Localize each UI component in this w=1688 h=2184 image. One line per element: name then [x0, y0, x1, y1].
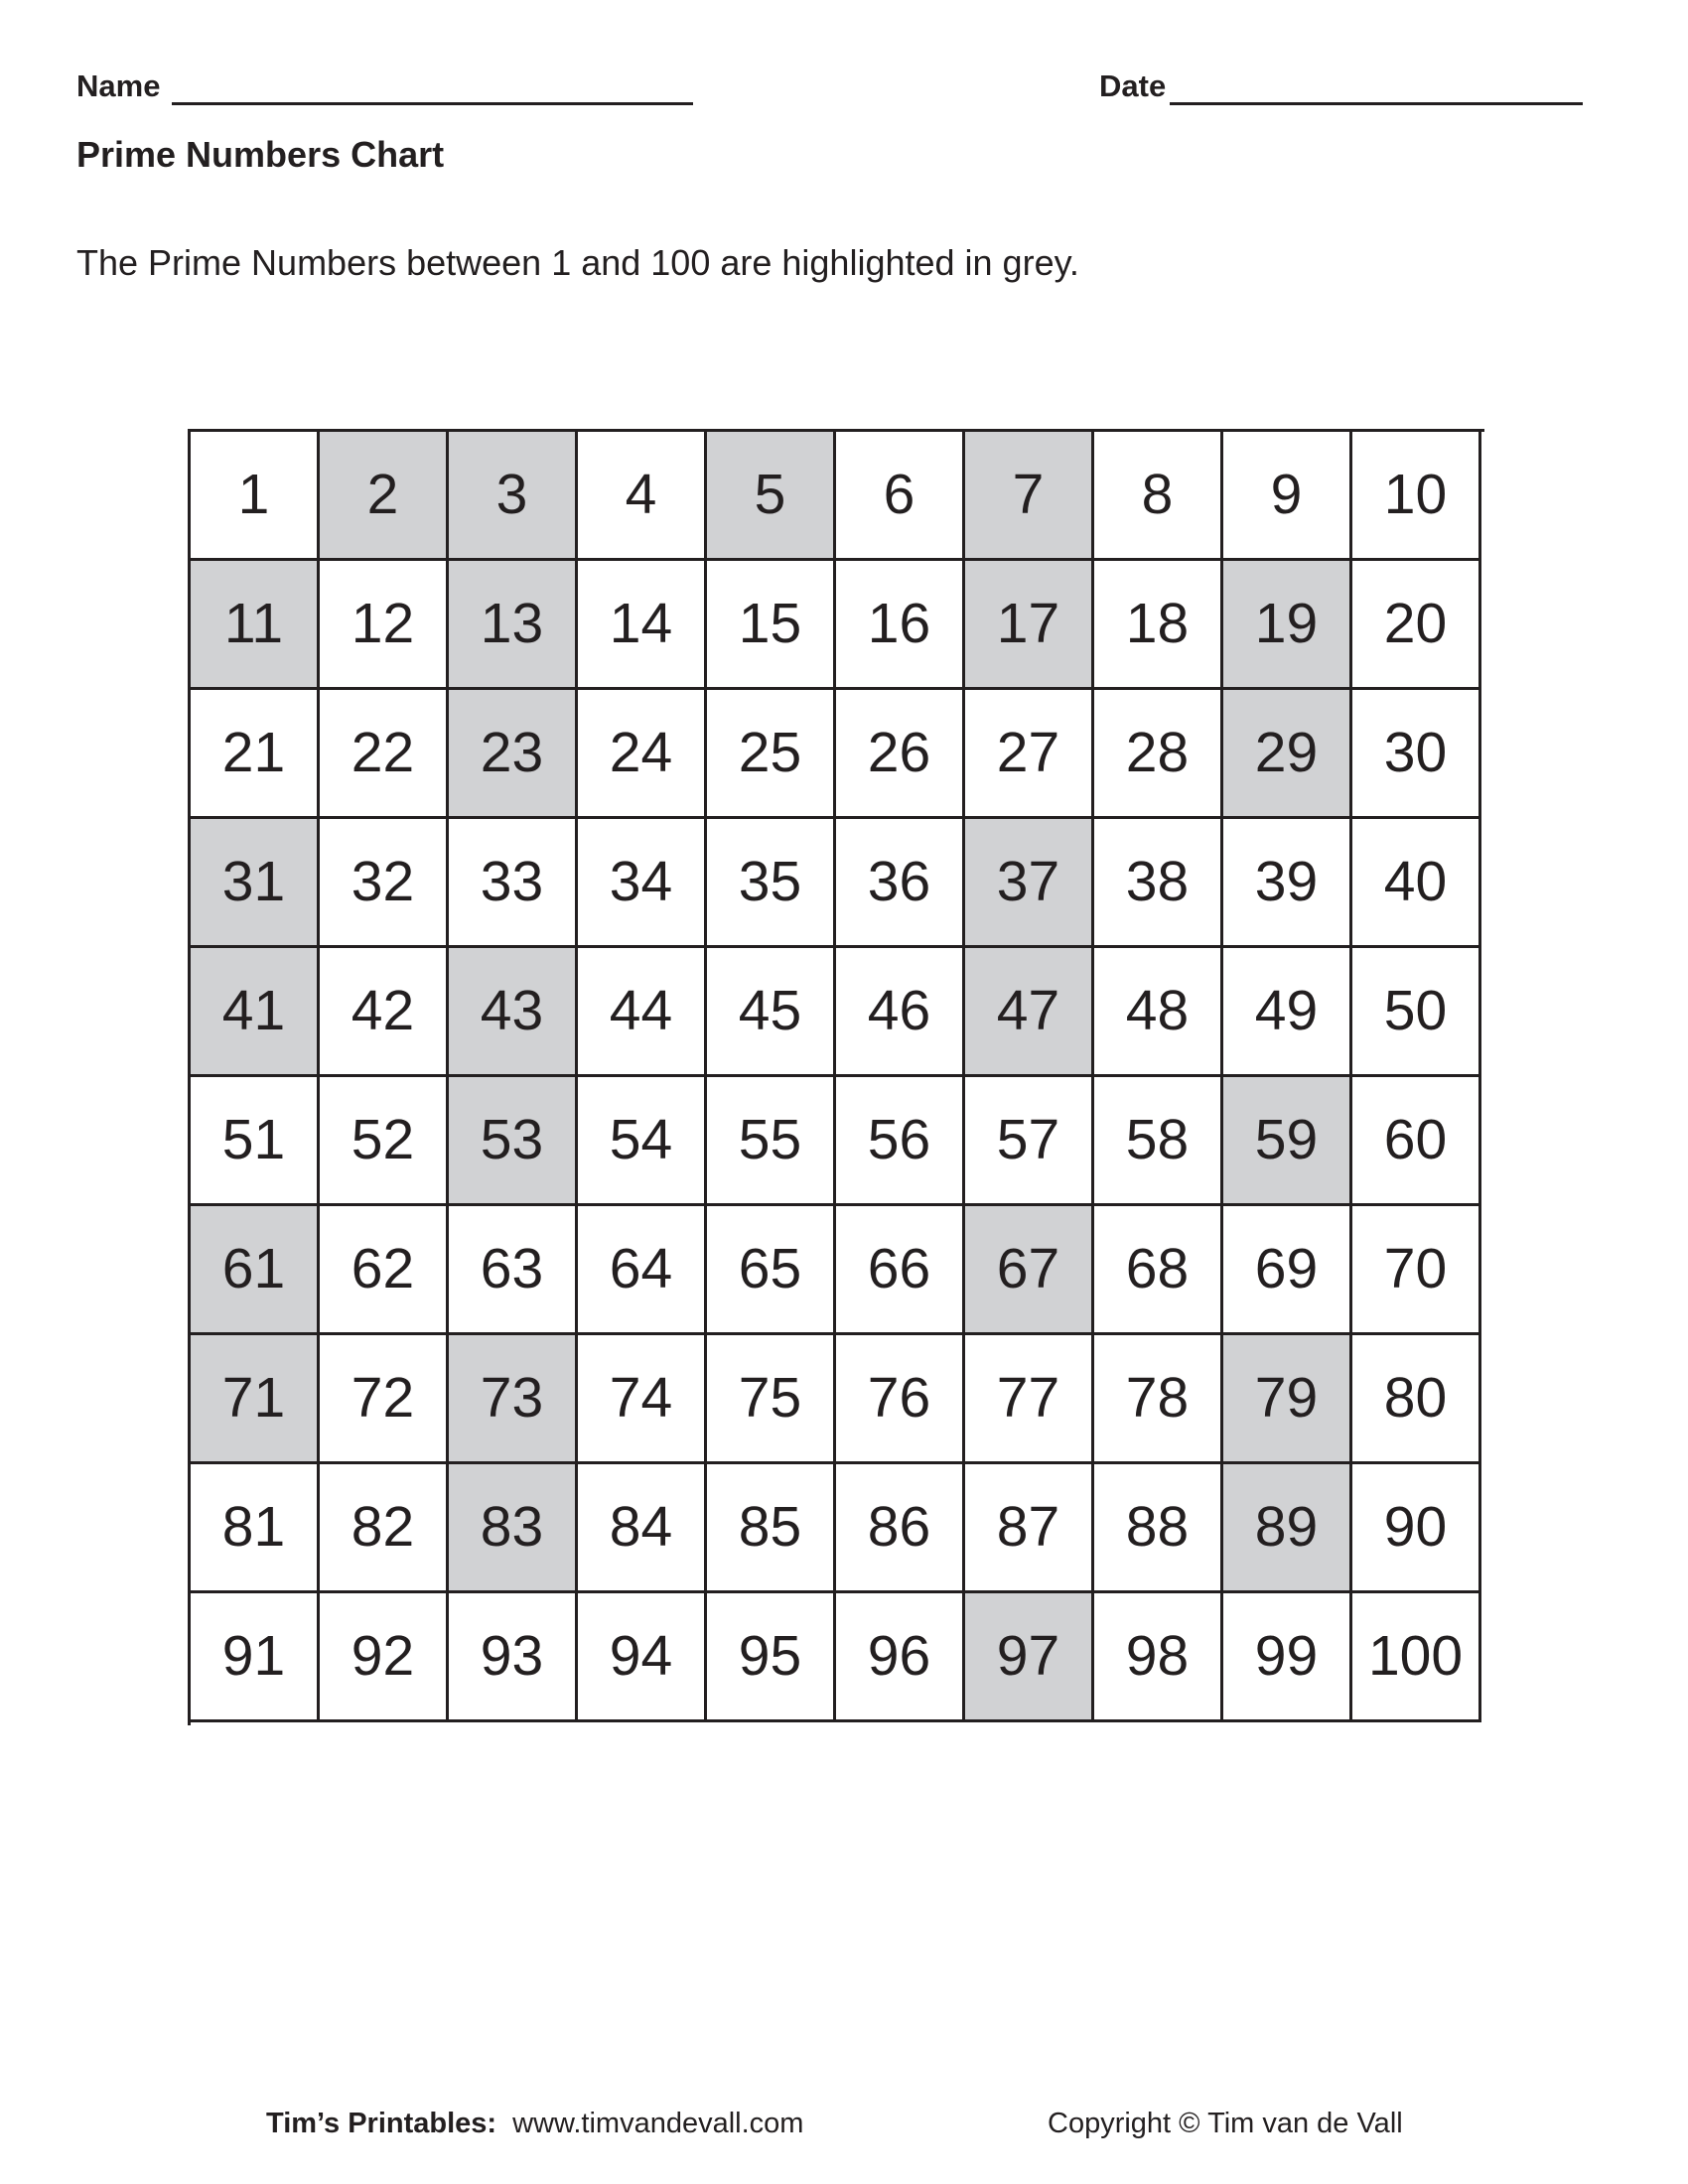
number-cell: 77 [965, 1335, 1094, 1464]
number-cell: 1 [191, 432, 320, 561]
number-cell: 4 [578, 432, 707, 561]
header-row [76, 62, 1596, 105]
number-cell: 93 [449, 1593, 578, 1722]
number-cell: 88 [1094, 1464, 1223, 1593]
prime-number-cell: 41 [191, 948, 320, 1077]
number-cell: 85 [707, 1464, 836, 1593]
prime-number-cell: 89 [1223, 1464, 1352, 1593]
footer-url: www.timvandevall.com [512, 2108, 804, 2139]
prime-number-cell: 83 [449, 1464, 578, 1593]
number-cell: 10 [1352, 432, 1481, 561]
prime-number-cell: 73 [449, 1335, 578, 1464]
number-cell: 42 [320, 948, 449, 1077]
footer-credit [266, 2110, 803, 2138]
name-blank-line [172, 67, 693, 105]
number-cell: 21 [191, 690, 320, 819]
number-cell: 56 [836, 1077, 965, 1206]
prime-number-cell: 79 [1223, 1335, 1352, 1464]
number-cell: 72 [320, 1335, 449, 1464]
number-cell: 69 [1223, 1206, 1352, 1335]
name-field [76, 62, 693, 105]
number-cell: 91 [191, 1593, 320, 1722]
number-cell: 90 [1352, 1464, 1481, 1593]
number-cell: 99 [1223, 1593, 1352, 1722]
number-cell: 33 [449, 819, 578, 948]
number-cell: 24 [578, 690, 707, 819]
number-cell: 75 [707, 1335, 836, 1464]
number-cell: 16 [836, 561, 965, 690]
number-cell: 70 [1352, 1206, 1481, 1335]
prime-number-cell: 3 [449, 432, 578, 561]
number-cell: 28 [1094, 690, 1223, 819]
number-cell: 44 [578, 948, 707, 1077]
number-cell: 27 [965, 690, 1094, 819]
prime-number-cell: 97 [965, 1593, 1094, 1722]
prime-number-cell: 67 [965, 1206, 1094, 1335]
number-cell: 50 [1352, 948, 1481, 1077]
number-cell: 84 [578, 1464, 707, 1593]
number-cell: 34 [578, 819, 707, 948]
number-cell: 18 [1094, 561, 1223, 690]
footer-brand: Tim’s Printables: [266, 2108, 497, 2139]
number-cell: 98 [1094, 1593, 1223, 1722]
number-cell: 94 [578, 1593, 707, 1722]
number-cell: 81 [191, 1464, 320, 1593]
number-cell: 60 [1352, 1077, 1481, 1206]
page-title: Prime Numbers Chart [76, 134, 445, 175]
number-cell: 45 [707, 948, 836, 1077]
prime-number-cell: 23 [449, 690, 578, 819]
number-cell: 57 [965, 1077, 1094, 1206]
number-cell: 6 [836, 432, 965, 561]
footer-copyright: Copyright © Tim van de Vall [1048, 2108, 1403, 2139]
number-cell: 12 [320, 561, 449, 690]
number-cell: 58 [1094, 1077, 1223, 1206]
number-cell: 74 [578, 1335, 707, 1464]
number-cell: 35 [707, 819, 836, 948]
number-cell: 25 [707, 690, 836, 819]
prime-number-cell: 2 [320, 432, 449, 561]
footer [0, 2110, 1688, 2145]
prime-number-cell: 37 [965, 819, 1094, 948]
number-cell: 36 [836, 819, 965, 948]
prime-number-cell: 61 [191, 1206, 320, 1335]
prime-number-cell: 31 [191, 819, 320, 948]
prime-number-cell: 5 [707, 432, 836, 561]
number-cell: 62 [320, 1206, 449, 1335]
prime-number-cell: 53 [449, 1077, 578, 1206]
prime-number-cell: 13 [449, 561, 578, 690]
number-cell: 51 [191, 1077, 320, 1206]
number-cell: 87 [965, 1464, 1094, 1593]
number-cell: 55 [707, 1077, 836, 1206]
number-cell: 54 [578, 1077, 707, 1206]
date-field [1099, 62, 1583, 105]
name-label: Name [76, 68, 161, 103]
number-cell: 52 [320, 1077, 449, 1206]
number-cell: 78 [1094, 1335, 1223, 1464]
number-cell: 14 [578, 561, 707, 690]
number-cell: 46 [836, 948, 965, 1077]
prime-number-cell: 59 [1223, 1077, 1352, 1206]
prime-number-cell: 11 [191, 561, 320, 690]
number-grid [188, 429, 1484, 1725]
number-cell: 49 [1223, 948, 1352, 1077]
number-cell: 80 [1352, 1335, 1481, 1464]
number-cell: 65 [707, 1206, 836, 1335]
number-cell: 20 [1352, 561, 1481, 690]
number-cell: 30 [1352, 690, 1481, 819]
number-cell: 100 [1352, 1593, 1481, 1722]
date-blank-line [1170, 67, 1583, 105]
number-cell: 66 [836, 1206, 965, 1335]
number-cell: 48 [1094, 948, 1223, 1077]
date-label: Date [1099, 68, 1167, 103]
page-description: The Prime Numbers between 1 and 100 are highlighted in grey. [76, 242, 1079, 283]
prime-number-cell: 47 [965, 948, 1094, 1077]
prime-number-cell: 71 [191, 1335, 320, 1464]
prime-number-cell: 19 [1223, 561, 1352, 690]
number-cell: 95 [707, 1593, 836, 1722]
number-cell: 68 [1094, 1206, 1223, 1335]
number-cell: 32 [320, 819, 449, 948]
prime-number-cell: 7 [965, 432, 1094, 561]
prime-number-cell: 17 [965, 561, 1094, 690]
number-cell: 26 [836, 690, 965, 819]
number-cell: 92 [320, 1593, 449, 1722]
number-cell: 96 [836, 1593, 965, 1722]
prime-chart [188, 429, 1484, 1725]
prime-number-cell: 43 [449, 948, 578, 1077]
prime-number-cell: 29 [1223, 690, 1352, 819]
number-cell: 64 [578, 1206, 707, 1335]
number-cell: 15 [707, 561, 836, 690]
number-cell: 40 [1352, 819, 1481, 948]
number-cell: 22 [320, 690, 449, 819]
number-cell: 63 [449, 1206, 578, 1335]
number-cell: 82 [320, 1464, 449, 1593]
number-cell: 38 [1094, 819, 1223, 948]
number-cell: 8 [1094, 432, 1223, 561]
number-cell: 9 [1223, 432, 1352, 561]
number-cell: 76 [836, 1335, 965, 1464]
number-cell: 39 [1223, 819, 1352, 948]
number-cell: 86 [836, 1464, 965, 1593]
